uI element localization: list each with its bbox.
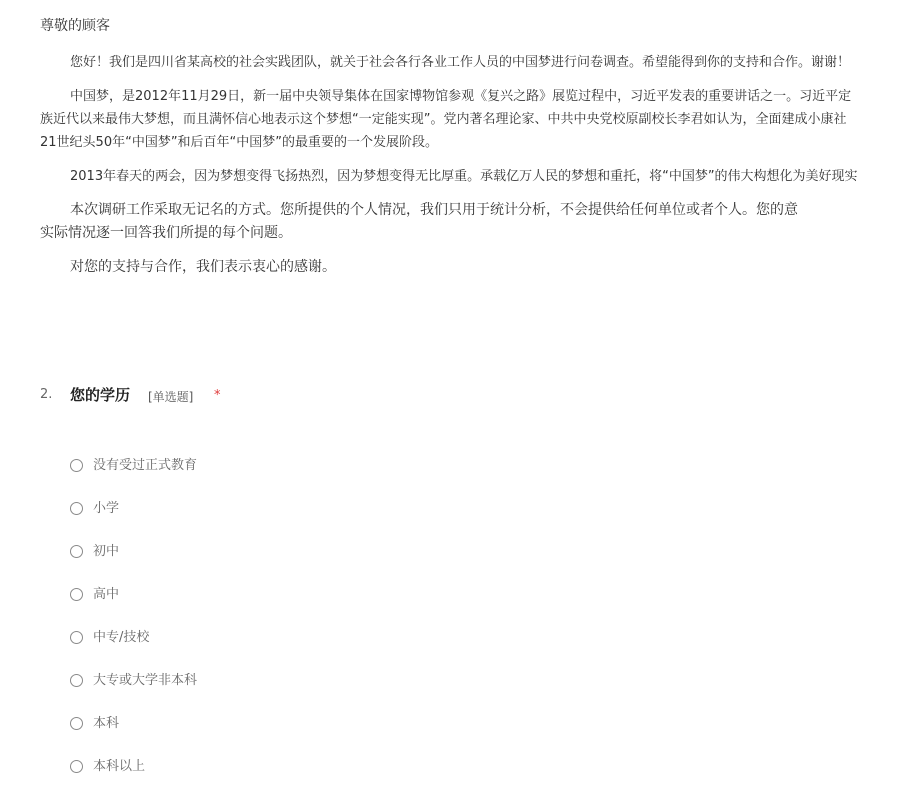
option-label[interactable]: 小学 xyxy=(93,501,120,516)
option-above-bachelor[interactable] xyxy=(70,757,470,800)
option-high-school[interactable] xyxy=(70,585,470,628)
radio-button[interactable] xyxy=(70,631,83,644)
question-options xyxy=(70,456,470,800)
survey-intro xyxy=(40,14,900,290)
paragraph-line: 您好！我们是四川省某高校的社会实践团队，就关于社会各行各业工作人员的中国梦进行问卷调查。希望能得到你的支持和合作。谢谢！ xyxy=(70,55,851,70)
greeting-heading: 尊敬的顾客 xyxy=(40,18,110,34)
paragraph-line: 族近代以来最伟大梦想，而且满怀信心地表示这个梦想“一定能实现”。党内著名理论家、中共中央党校原副校长李君如认为，全面建成小康社 xyxy=(40,112,847,127)
option-label[interactable]: 大专或大学非本科 xyxy=(93,673,198,688)
required-asterisk: * xyxy=(214,388,221,403)
radio-button[interactable] xyxy=(70,717,83,730)
radio-button[interactable] xyxy=(70,545,83,558)
paragraph-line: 2013年春天的两会，因为梦想变得飞扬热烈，因为梦想变得无比厚重。承载亿万人民的梦想和重托，将“中国梦”的伟大构想化为美好现实 xyxy=(70,169,858,184)
radio-button[interactable] xyxy=(70,674,83,687)
radio-button[interactable] xyxy=(70,502,83,515)
option-label[interactable]: 本科以上 xyxy=(93,759,146,774)
option-college-non-bachelor[interactable] xyxy=(70,671,470,714)
option-label[interactable]: 没有受过正式教育 xyxy=(93,458,198,473)
paragraph-line: 实际情况逐一回答我们所提的每个问题。 xyxy=(40,225,292,241)
option-no-formal-education[interactable] xyxy=(70,456,470,499)
paragraph-line: 中国梦，是2012年11月29日，新一届中央领导集体在国家博物馆参观《复兴之路》展览过程中，习近平发表的重要讲话之一。习近平定 xyxy=(70,89,852,104)
intro-paragraph-1 xyxy=(40,51,900,74)
option-label[interactable]: 本科 xyxy=(93,716,120,731)
intro-paragraph-5 xyxy=(40,256,900,279)
option-junior-high[interactable] xyxy=(70,542,470,585)
option-bachelor[interactable] xyxy=(70,714,470,757)
intro-paragraph-2 xyxy=(40,85,900,154)
option-label[interactable]: 中专/技校 xyxy=(93,630,150,645)
radio-button[interactable] xyxy=(70,459,83,472)
radio-button[interactable] xyxy=(70,760,83,773)
paragraph-line: 21世纪头50年“中国梦”和后百年“中国梦”的最重要的一个发展阶段。 xyxy=(40,135,439,150)
option-primary-school[interactable] xyxy=(70,499,470,542)
question-type-label: [单选题] xyxy=(148,390,194,404)
question-header xyxy=(40,384,860,410)
paragraph-line: 本次调研工作采取无记名的方式。您所提供的个人情况，我们只用于统计分析，不会提供给任何单位或者个人。您的意 xyxy=(70,202,798,218)
option-label[interactable]: 高中 xyxy=(93,587,120,602)
paragraph-line: 对您的支持与合作，我们表示衷心的感谢。 xyxy=(70,259,336,275)
option-technical-school[interactable] xyxy=(70,628,470,671)
question-title: 您的学历 xyxy=(70,386,131,404)
question-number: 2. xyxy=(40,387,53,402)
option-label[interactable]: 初中 xyxy=(93,544,120,559)
radio-button[interactable] xyxy=(70,588,83,601)
intro-paragraph-3 xyxy=(40,165,900,188)
intro-paragraph-4 xyxy=(40,199,900,245)
